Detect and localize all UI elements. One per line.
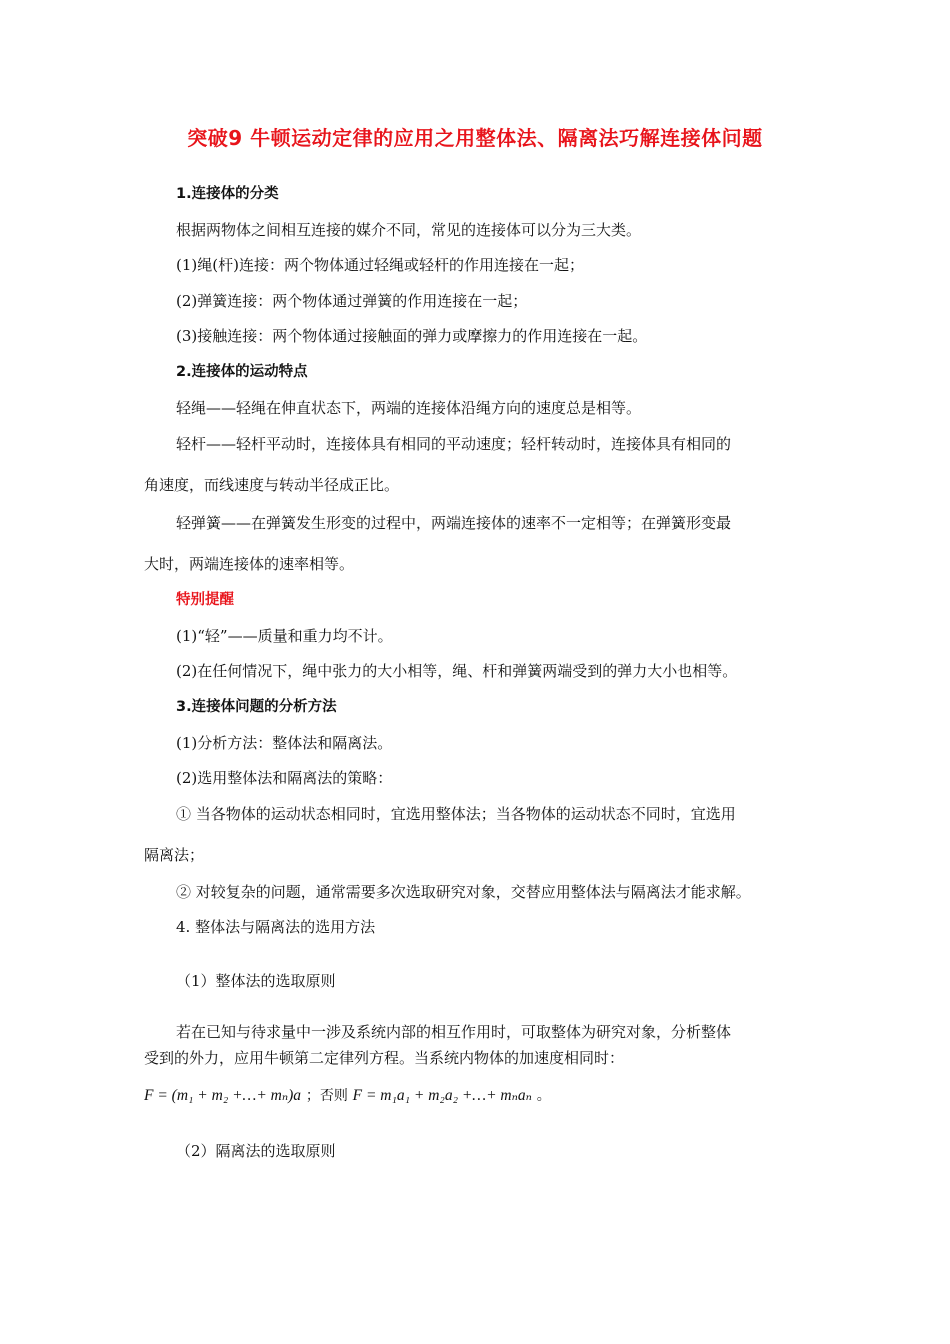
whole-method-heading: （1）整体法的选取原则 <box>176 972 336 990</box>
section-3-heading: 3.连接体问题的分析方法 <box>176 699 337 715</box>
method-line: (1)分析方法：整体法和隔离法。 <box>176 734 393 752</box>
section-1-item: (2)弹簧连接：两个物体通过弹簧的作用连接在一起； <box>176 292 528 310</box>
tip-item: (2)在任何情况下，绳中张力的大小相等，绳、杆和弹簧两端受到的弹力大小也相等。 <box>176 662 738 680</box>
special-tip-heading: 特别提醒 <box>176 592 234 608</box>
strategy-case-1-line-2: 隔离法； <box>144 846 205 864</box>
formula-line <box>144 1085 551 1106</box>
spring-paragraph-line-1: 轻弹簧——在弹簧发生形变的过程中，两端连接体的速率不一定相等；在弹簧形变最 <box>176 514 732 532</box>
section-1-heading: 1.连接体的分类 <box>176 186 279 202</box>
isolation-method-heading: （2）隔离法的选取原则 <box>176 1142 336 1160</box>
formula-separator: ；否则 <box>305 1088 348 1104</box>
formula-end: 。 <box>536 1088 551 1104</box>
formula-same-acceleration: F = (m₁ + m₂ +…+ mₙ)a <box>144 1087 302 1104</box>
page-title: 突破9 牛顿运动定律的应用之用整体法、隔离法巧解连接体问题 <box>187 126 763 150</box>
rod-paragraph-line-2: 角速度，而线速度与转动半径成正比。 <box>144 476 400 494</box>
section-1-item: (1)绳(杆)连接：两个物体通过轻绳或轻杆的作用连接在一起； <box>176 256 584 274</box>
section-2-heading: 2.连接体的运动特点 <box>176 364 308 380</box>
strategy-line: (2)选用整体法和隔离法的策略： <box>176 769 393 787</box>
formula-different-acceleration: F = m₁a₁ + m₂a₂ +…+ mₙaₙ <box>352 1087 532 1104</box>
strategy-case-2: ② 对较复杂的问题，通常需要多次选取研究对象，交替应用整体法与隔离法才能求解。 <box>176 883 751 901</box>
tip-item: (1)“轻”——质量和重力均不计。 <box>176 627 393 645</box>
section-4-heading: 4. 整体法与隔离法的选用方法 <box>176 918 376 936</box>
spring-paragraph-line-2: 大时，两端连接体的速率相等。 <box>144 555 355 573</box>
section-1-intro: 根据两物体之间相互连接的媒介不同，常见的连接体可以分为三大类。 <box>176 221 642 239</box>
rod-paragraph-line-1: 轻杆——轻杆平动时，连接体具有相同的平动速度；轻杆转动时，连接体具有相同的 <box>176 435 732 453</box>
section-1-item: (3)接触连接：两个物体通过接触面的弹力或摩擦力的作用连接在一起。 <box>176 327 648 345</box>
whole-method-line-2: 受到的外力，应用牛顿第二定律列方程。当系统内物体的加速度相同时： <box>144 1049 625 1067</box>
whole-method-line-1: 若在已知与待求量中一涉及系统内部的相互作用时，可取整体为研究对象，分析整体 <box>176 1023 732 1041</box>
strategy-case-1-line-1: ① 当各物体的运动状态相同时，宜选用整体法；当各物体的运动状态不同时，宜选用 <box>176 805 736 823</box>
rope-paragraph: 轻绳——轻绳在伸直状态下，两端的连接体沿绳方向的速度总是相等。 <box>176 399 642 417</box>
